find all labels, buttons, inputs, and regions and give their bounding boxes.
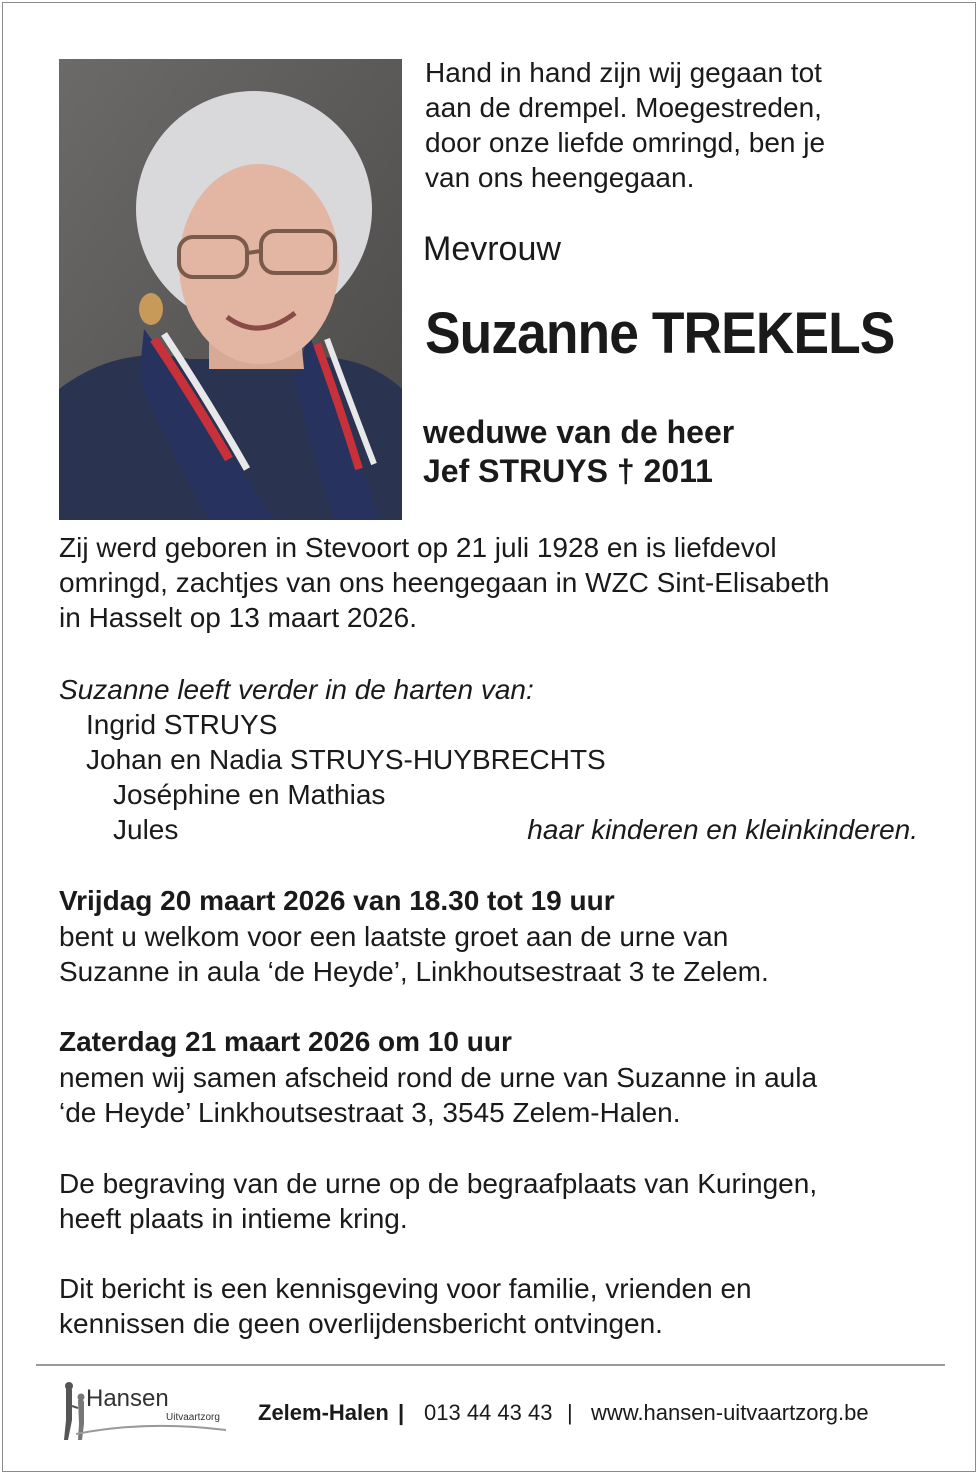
footer-divider	[36, 1364, 945, 1366]
text-line: in Hasselt op 13 maart 2026.	[59, 602, 417, 633]
burial-text	[59, 1166, 817, 1236]
spouse-info	[423, 413, 734, 491]
survivor-name: Jules	[113, 814, 179, 845]
logo-subtitle: Uitvaartzorg	[166, 1412, 220, 1423]
ceremony-text	[59, 1060, 817, 1130]
spouse-line: Jef STRUYS † 2011	[423, 453, 713, 489]
footer-website[interactable]: www.hansen-uitvaartzorg.be	[591, 1400, 869, 1425]
portrait-illustration	[59, 59, 402, 520]
text-line: Dit bericht is een kennisgeving voor familie, vrienden en	[59, 1273, 752, 1304]
text-line: heeft plaats in intieme kring.	[59, 1203, 408, 1234]
logo-swoosh	[76, 1420, 226, 1440]
poem-line: van ons heengegaan.	[425, 162, 695, 193]
funeral-home-logo	[56, 1380, 236, 1444]
survivor-name: Johan en Nadia STRUYS-HUYBRECHTS	[86, 744, 606, 775]
survivors-relation: haar kinderen en kleinkinderen.	[527, 814, 918, 845]
text-line: nemen wij samen afscheid rond de urne van Suzanne in aula	[59, 1062, 818, 1093]
survivor-name: Joséphine en Mathias	[113, 779, 386, 810]
portrait-photo	[59, 59, 402, 520]
poem	[425, 55, 825, 195]
poem-line: Hand in hand zijn wij gegaan tot	[425, 57, 822, 88]
footer-location: Zelem-Halen	[258, 1400, 389, 1425]
text-line: Suzanne in aula ‘de Heyde’, Linkhoutsestraat 3 te Zelem.	[59, 956, 769, 987]
text-line: De begraving van de urne op de begraafplaats van Kuringen,	[59, 1168, 818, 1199]
text-line: Zij werd geboren in Stevoort op 21 juli 1928 en is liefdevol	[59, 532, 777, 563]
footer-separator: |	[567, 1400, 573, 1425]
survivors-intro: Suzanne leeft verder in de harten van:	[59, 674, 534, 705]
poem-line: door onze liefde omringd, ben je	[425, 127, 826, 158]
poem-line: aan de drempel. Moegestreden,	[425, 92, 822, 123]
spouse-line: weduwe van de heer	[423, 414, 735, 450]
footer-phone: 013 44 43 43	[424, 1400, 553, 1425]
ceremony-heading: Zaterdag 21 maart 2026 om 10 uur	[59, 1026, 512, 1057]
text-line: omringd, zachtjes van ons heengegaan in WZC Sint-Elisabeth	[59, 567, 830, 598]
text-line: ‘de Heyde’ Linkhoutsestraat 3, 3545 Zelem-Halen.	[59, 1097, 681, 1128]
footer-separator: |	[398, 1400, 405, 1425]
farewell-heading: Vrijdag 20 maart 2026 van 18.30 tot 19 uur	[59, 885, 615, 916]
deceased-name: Suzanne TREKELS	[425, 301, 895, 366]
text-line: kennissen die geen overlijdensbericht ontvingen.	[59, 1308, 663, 1339]
logo-name: Hansen	[86, 1385, 169, 1412]
birth-death-text	[59, 530, 829, 635]
text-line: bent u welkom voor een laatste groet aan de urne van	[59, 921, 729, 952]
survivor-name: Ingrid STRUYS	[86, 709, 278, 740]
farewell-text	[59, 919, 769, 989]
notice-text	[59, 1271, 752, 1341]
honorific: Mevrouw	[423, 230, 561, 268]
